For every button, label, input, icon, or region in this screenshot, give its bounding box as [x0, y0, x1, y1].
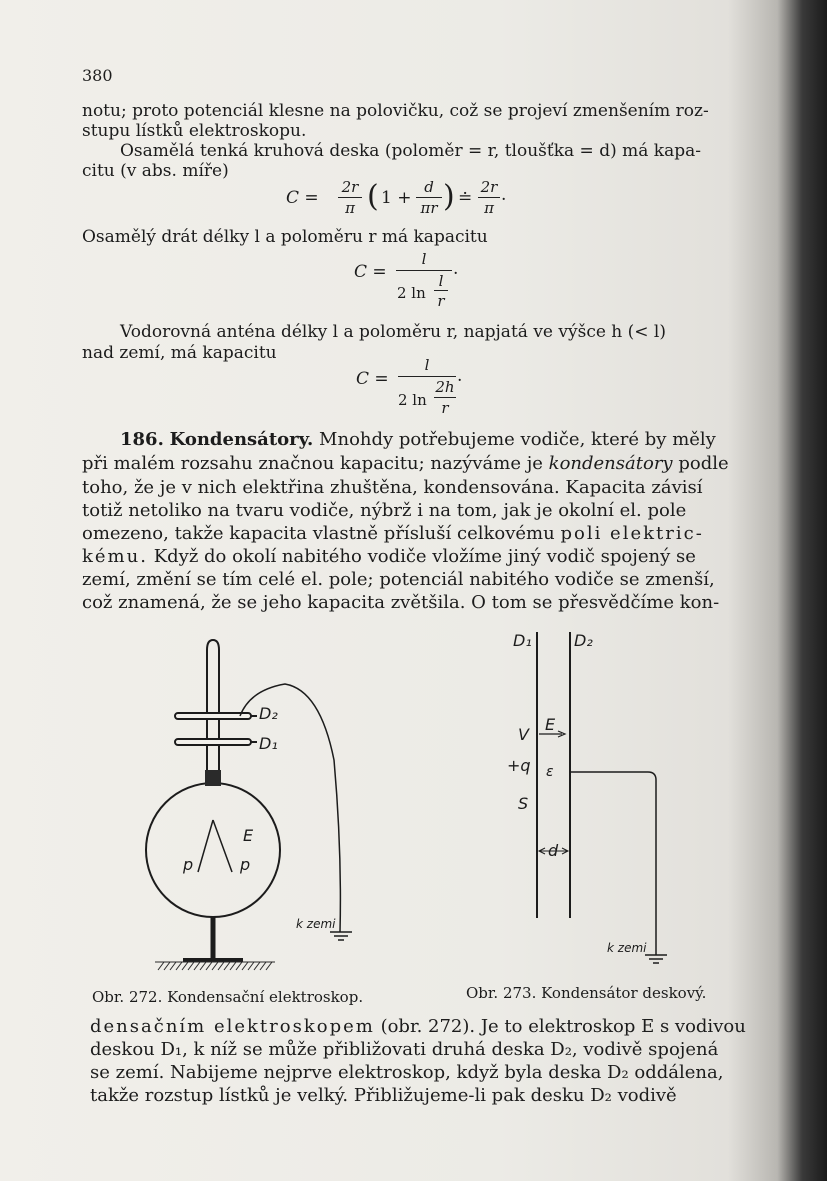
formula3-den-num: 2h [435, 378, 455, 396]
para3: Osamělý drát délky l a poloměru r má kapacitu [82, 227, 488, 247]
label-272-d2: D₂ [259, 704, 278, 723]
caption-272: Obr. 272. Kondensační elektroskop. [92, 988, 364, 1006]
page-number: 380 [82, 66, 113, 85]
section-line3: toho, že je v nich elektřina zhuštěna, kondensována. Kapacita závisí [82, 477, 703, 498]
bottom-line2: deskou D₁, k níž se může přibližovati druhá deska D₂, vodivě spojená [90, 1039, 719, 1060]
formula1-paren-close: ) [443, 179, 455, 214]
formula2-num: l [421, 250, 427, 268]
bottom-line1-spaced: densačním elektroskopem [90, 1016, 375, 1037]
formula3-den-pre: 2 ln [398, 391, 427, 409]
formula1-den1: π [345, 199, 355, 217]
section-line5-pre: omezeno, takže kapacita vlastně přísluší celkovému [82, 523, 555, 544]
section-title: Kondensátory. [169, 429, 314, 450]
section-line8: což znamená, že se jeho kapacita zvětšila. O tom se přesvědčíme kon- [82, 592, 720, 613]
label-273-d1: D₁ [513, 631, 532, 650]
bottom-line4: takže rozstup lístků je velký. Přibližujeme-li pak desku D₂ vodivě [90, 1085, 677, 1106]
section-line6-spaced: kému. [82, 546, 148, 567]
para1-line2: stupu lístků elektroskopu. [82, 121, 307, 141]
section-line6-post: Když do okolí nabitého vodiče vložíme jiný vodič spojený se [153, 546, 696, 567]
label-272-d1: D₁ [259, 734, 278, 753]
formula3-num: l [424, 356, 430, 374]
label-273-d2: D₂ [574, 631, 593, 650]
section-line2-term: kondensátory [548, 453, 673, 474]
section-line2-pre: při malém rozsahu značnou kapacitu; nazýváme je [82, 453, 543, 474]
section-line4: totiž netoliko na tvaru vodiče, nýbrž i na tom, jak je okolní el. pole [82, 500, 687, 521]
para1-line1: notu; proto potenciál klesne na polovičku, což se projeví zmenšením roz- [82, 101, 709, 121]
label-273-d: d [548, 841, 559, 860]
formula3-dot: . [457, 366, 463, 386]
formula2-den-num: l [438, 272, 444, 290]
bottom-line1 [90, 1016, 746, 1038]
formula2-lhs: C = [354, 262, 387, 282]
formula2-dot: . [453, 259, 459, 279]
formula1-one-plus: 1 + [381, 188, 412, 208]
label-272-p-right: p [240, 855, 251, 874]
formula1-num1: 2r [341, 178, 359, 196]
formula2-den-pre: 2 ln [397, 284, 426, 302]
formula1-num3: 2r [480, 178, 498, 196]
formula1-dot: . [501, 185, 507, 205]
para4-line1: Vodorovná anténa délky l a poloměru r, napjatá ve výšce h (< l) [120, 322, 667, 342]
formula1-paren-open: ( [367, 179, 379, 214]
formula1-lhs: C = [286, 188, 319, 208]
section-line5-spaced: poli elektric- [560, 523, 704, 544]
bottom-line1-post: (obr. 272). Je to elektroskop E s vodivou [380, 1016, 746, 1037]
formula1-num2: d [424, 178, 434, 196]
label-273-eps: ε [546, 764, 554, 780]
bottom-line3: se zemí. Nabijeme nejprve elektroskop, když byla deska D₂ oddálena, [90, 1062, 724, 1083]
section-line1-rest: Mnohdy potřebujeme vodiče, které by měly [319, 429, 716, 450]
label-272-ground: k zemi [296, 917, 336, 931]
label-273-s: S [518, 794, 529, 813]
section-line7: zemí, změní se tím celé el. pole; potenciál nabitého vodiče se zmenší, [82, 569, 715, 590]
label-272-p-left: p [183, 855, 194, 874]
formula1-den3: π [484, 199, 494, 217]
caption-273: Obr. 273. Kondensátor deskový. [466, 984, 707, 1002]
label-273-v: V [518, 725, 529, 744]
formula3-lhs: C = [356, 369, 389, 389]
para4-line2: nad zemí, má kapacitu [82, 343, 277, 363]
formula1-approx: ≐ [458, 188, 473, 208]
label-272-e: E [243, 826, 254, 845]
label-273-ground: k zemi [607, 941, 647, 955]
formula2-den-den: r [437, 292, 445, 310]
label-273-q: +q [507, 756, 531, 775]
formula1-den2: πr [420, 199, 438, 217]
ground-wire-273 [570, 772, 656, 955]
label-273-e: E [545, 715, 556, 734]
section-line2-post: podle [678, 453, 729, 474]
section-number: 186. [120, 429, 164, 450]
para2-line2: citu (v abs. míře) [82, 161, 229, 181]
para2-line1: Osamělá tenká kruhová deska (poloměr = r, tloušťka = d) má kapa- [120, 141, 701, 161]
formula3-den-den: r [441, 399, 449, 417]
